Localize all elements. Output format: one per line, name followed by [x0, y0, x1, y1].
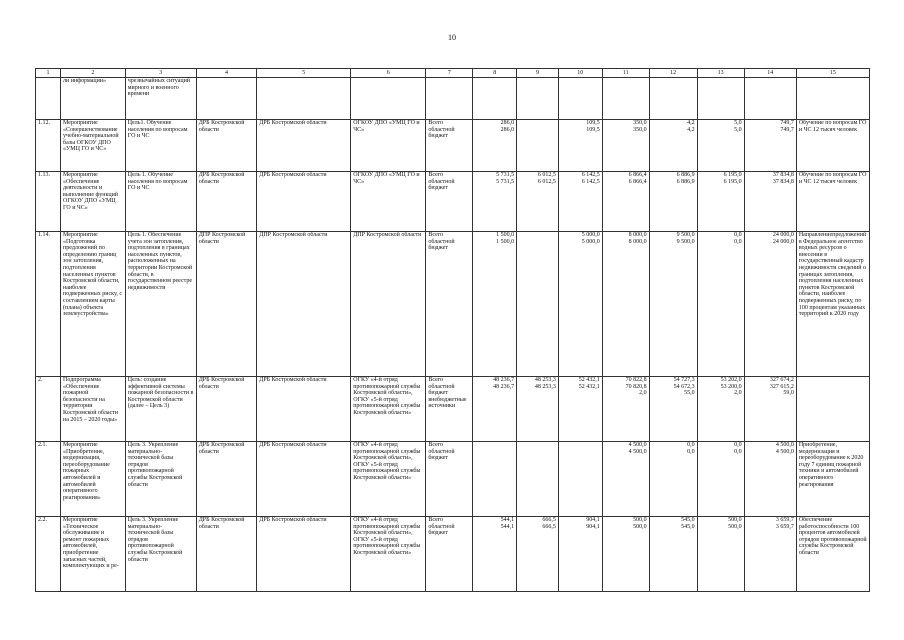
amount-cell-v11-value: 70 822,8: [625, 377, 647, 383]
row-number-cell: 1.14.: [36, 232, 61, 377]
funding-source-cell-value: внебюджетные источники: [428, 396, 467, 410]
row-number-cell: 1.12.: [36, 120, 61, 172]
header-cell: 4: [196, 69, 257, 78]
co-executor-cell: ОГКУ «4-й отряд противопожарной службы Костромской области», ОГКУ «5-й отряд противопожарной службы Костромской области»: [351, 442, 426, 517]
amount-cell-v12-value: 54 727,3: [673, 377, 695, 383]
amount-cell-v11-value: 4 500,0: [628, 442, 647, 448]
amount-cell-v8: [473, 232, 517, 377]
amount-cell-v9-value: 666,5: [542, 523, 556, 530]
header-cell: 1: [36, 69, 61, 78]
page-number: 10: [448, 33, 456, 42]
funding-source-cell-value: Всего: [428, 120, 444, 126]
amount-cell-v13: [697, 78, 744, 120]
funding-source-cell-value: Всего: [428, 442, 444, 448]
goal-cell: Цель: создание эффективной системы пожарной безопасности в Костромской области (далее – Цель 3): [125, 377, 196, 442]
amount-cell-v12-value: 6 886,9: [676, 178, 695, 185]
co-executor-cell: ОГКУ «4-й отряд противопожарной службы Костромской области», ОГКУ «5-й отряд противопожарной службы Костромской области»: [351, 517, 426, 592]
funding-source-cell: [426, 517, 473, 592]
program-table: [35, 68, 870, 592]
executor-cell: [257, 78, 351, 120]
funding-source-cell-value: областной бюджет: [428, 238, 455, 252]
amount-cell-v8: [473, 172, 517, 232]
amount-cell-v13-value: 2,0: [734, 390, 742, 397]
amount-cell-v13-value: 5,0: [734, 126, 742, 133]
amount-cell-v12: [649, 78, 697, 120]
amount-cell-v14-value: 327 615,2: [769, 383, 794, 390]
amount-cell-v14-value: 4 500,0: [775, 442, 794, 448]
expected-result-cell: Обучение по вопросам ГО и ЧС 12 тысяч человек: [796, 172, 869, 232]
amount-cell-v10: [558, 120, 602, 172]
table-row: [36, 172, 870, 232]
amount-cell-v14-value: 749,7: [780, 120, 794, 126]
header-cell: 15: [796, 69, 869, 78]
amount-cell-v14: [744, 442, 796, 517]
header-cell: 12: [649, 69, 697, 78]
amount-cell-v14-value: 37 834,8: [772, 178, 794, 185]
amount-cell-v10-value: 109,5: [586, 126, 600, 133]
amount-cell-v11: [602, 517, 649, 592]
amount-cell-v10: [558, 377, 602, 442]
amount-cell-v8: [473, 377, 517, 442]
funding-source-cell-value: Всего: [428, 377, 444, 383]
amount-cell-v14-value: 3 659,7: [775, 523, 794, 530]
expected-result-cell: Обеспечение работоспособности 100 процентов автомобилей отрядов противопожарной службы Костромской области: [796, 517, 869, 592]
funding-source-cell-value: областной бюджет: [428, 178, 455, 192]
amount-cell-v14-value: 327 674,2: [769, 377, 794, 383]
row-number-cell: 2.1.: [36, 442, 61, 517]
amount-cell-v12: [649, 232, 697, 377]
amount-cell-v13-value: 0,0: [734, 442, 742, 448]
executor-cell: ДРБ Костромской области: [257, 172, 351, 232]
amount-cell-v8-value: 286,0: [500, 120, 515, 126]
expected-result-cell: Обучение по вопросам ГО и ЧС 12 тысяч человек: [796, 120, 869, 172]
amount-cell-v10-value: 5 000,0: [581, 232, 600, 238]
amount-cell-v14-value: 37 834,8: [772, 172, 794, 178]
executor-cell: ДРБ Костромской области: [257, 377, 351, 442]
amount-cell-v10-value: 52 432,1: [578, 377, 600, 383]
amount-cell-v14: [744, 232, 796, 377]
amount-cell-v8: [473, 442, 517, 517]
amount-cell-v9: [517, 172, 559, 232]
amount-cell-v11-value: 500,0: [633, 517, 647, 523]
co-executor-cell: ОГКУ «4-й отряд противопожарной службы Костромской области», ОГКУ «5-й отряд противопожарной службы Костромской области»: [351, 377, 426, 442]
funding-source-cell-value: областной бюджет: [428, 126, 455, 140]
goal-cell: Цель 3. Укрепление материально-технической базы отрядов противопожарной службы Костромской области: [125, 517, 196, 592]
goal-cell: Цель1. Обучение населения по вопросам ГО и ЧС: [125, 120, 196, 172]
amount-cell-v11-value: 6 866,4: [628, 172, 647, 178]
goal-cell: Цель 1. Обучение населения по вопросам ГО и ЧС: [125, 172, 196, 232]
co-executor-cell: [351, 78, 426, 120]
amount-cell-v12-value: 9 500,0: [676, 238, 695, 245]
amount-cell-v8-value: 1 500,0: [496, 238, 515, 245]
header-cell: 11: [602, 69, 649, 78]
amount-cell-v14-value: 24 000,0: [772, 232, 794, 238]
amount-cell-v8: [473, 120, 517, 172]
coordinator-cell: ДРБ Костромской области: [196, 377, 257, 442]
measure-name-cell: Мероприятие «Приобретение, модернизация, переоборудование пожарных автомобилей и автомобилей оперативного реагирования»: [61, 442, 126, 517]
amount-cell-v13-value: 5,0: [734, 120, 742, 126]
amount-cell-v12-value: 55,0: [684, 390, 695, 397]
executor-cell: ДРБ Костромской области: [257, 442, 351, 517]
amount-cell-v13-value: 0,0: [734, 238, 742, 245]
amount-cell-v12-value: 6 886,9: [676, 172, 695, 178]
amount-cell-v8-value: 544,1: [500, 517, 515, 523]
amount-cell-v14: [744, 377, 796, 442]
funding-source-cell: [426, 377, 473, 442]
amount-cell-v11: [602, 232, 649, 377]
amount-cell-v10: [558, 232, 602, 377]
column-number-row: [36, 69, 870, 78]
funding-source-cell-value: Всего: [428, 517, 444, 523]
amount-cell-v13-value: 500,0: [728, 523, 742, 530]
amount-cell-v13: [697, 120, 744, 172]
amount-cell-v9-value: 48 253,3: [534, 377, 556, 383]
header-cell: 10: [558, 69, 602, 78]
table-row: [36, 232, 870, 377]
amount-cell-v12: [649, 377, 697, 442]
measure-name-cell: Мероприятие «Совершенствование учебно-материальной базы ОГКОУ ДПО «УМЦ ГО и ЧС»: [61, 120, 126, 172]
amount-cell-v11: [602, 120, 649, 172]
amount-cell-v9: [517, 120, 559, 172]
amount-cell-v12-value: 4,2: [687, 120, 695, 126]
goal-cell: чрезвычайных ситуаций мирного и военного времени: [125, 78, 196, 120]
amount-cell-v11-value: 350,0: [633, 120, 647, 126]
executor-cell: ДРБ Костромской области: [257, 120, 351, 172]
amount-cell-v11-value: 2,0: [639, 390, 647, 397]
executor-cell: ДРБ Костромской области: [257, 517, 351, 592]
amount-cell-v9: [517, 517, 559, 592]
coordinator-cell: ДРБ Костромской области: [196, 442, 257, 517]
funding-source-cell-value: Всего: [428, 232, 444, 238]
coordinator-cell: [196, 78, 257, 120]
header-cell: 6: [351, 69, 426, 78]
amount-cell-v13: [697, 442, 744, 517]
amount-cell-v8-value: 5 731,5: [496, 178, 515, 185]
amount-cell-v10-value: 904,1: [586, 517, 600, 523]
funding-source-cell-value: областной бюджет: [428, 383, 455, 397]
funding-source-cell: [426, 232, 473, 377]
amount-cell-v11: [602, 442, 649, 517]
amount-cell-v8-value: 48 236,7: [493, 377, 515, 383]
amount-cell-v13-value: 500,0: [728, 517, 742, 523]
amount-cell-v8-value: 1 500,0: [496, 232, 515, 238]
amount-cell-v13: [697, 517, 744, 592]
co-executor-cell: ОГКОУ ДПО «УМЦ ГО и ЧС»: [351, 120, 426, 172]
coordinator-cell: ДПР Костромской области: [196, 232, 257, 377]
funding-source-cell-value: областной бюджет: [428, 448, 455, 462]
amount-cell-v12-value: 0,0: [687, 442, 695, 448]
amount-cell-v11-value: 8 000,0: [628, 238, 647, 245]
amount-cell-v11: [602, 377, 649, 442]
amount-cell-v12-value: 0,0: [687, 448, 695, 455]
amount-cell-v13-value: 6 195,0: [723, 172, 742, 178]
amount-cell-v11-value: 500,0: [633, 523, 647, 530]
funding-source-cell-value: Всего: [428, 172, 444, 178]
amount-cell-v12: [649, 442, 697, 517]
amount-cell-v8-value: 544,1: [500, 523, 515, 530]
amount-cell-v8-value: 286,0: [500, 126, 515, 133]
amount-cell-v11-value: 8 000,0: [628, 232, 647, 238]
amount-cell-v9: [517, 78, 559, 120]
funding-source-cell-value: областной бюджет: [428, 523, 455, 537]
row-number-cell: 2.: [36, 377, 61, 442]
row-number-cell: 2.2.: [36, 517, 61, 592]
header-cell: 9: [517, 69, 559, 78]
amount-cell-v12-value: 9 500,0: [676, 232, 695, 238]
header-cell: 13: [697, 69, 744, 78]
table-row: [36, 517, 870, 592]
table-row: [36, 78, 870, 120]
expected-result-cell: Направлениепредложений в Федеральное агентство водных ресурсов о внесении в государственный кадастр недвижимости сведений о границах затопления, подтопления населенных пунктов Костромской области, наиболее подверженных риску, по 100 процентам указанных территорий к 2020 году: [796, 232, 869, 377]
amount-cell-v12-value: 545,0: [681, 517, 695, 523]
expected-result-cell: [796, 377, 869, 442]
amount-cell-v10: [558, 442, 602, 517]
amount-cell-v13: [697, 172, 744, 232]
amount-cell-v13-value: 0,0: [734, 448, 742, 455]
coordinator-cell: ДРБ Костромской области: [196, 172, 257, 232]
measure-name-cell: ли информации»: [61, 78, 126, 120]
amount-cell-v10-value: 52 432,1: [578, 383, 600, 390]
amount-cell-v9-value: 6 012,5: [537, 178, 556, 185]
amount-cell-v9-value: 666,5: [542, 517, 556, 523]
goal-cell: Цель 1. Обеспечение учета зон затопления, подтопления в границах населенных пунктов, расположенных на территории Костромской области, в государственном реестре недвижимости: [125, 232, 196, 377]
amount-cell-v13: [697, 377, 744, 442]
amount-cell-v11-value: 6 866,4: [628, 178, 647, 185]
funding-source-cell: [426, 442, 473, 517]
amount-cell-v13-value: 53 200,0: [720, 383, 742, 390]
amount-cell-v14: [744, 172, 796, 232]
row-number-cell: 1.13.: [36, 172, 61, 232]
amount-cell-v11: [602, 78, 649, 120]
amount-cell-v10-value: 6 142,5: [581, 178, 600, 185]
amount-cell-v14: [744, 120, 796, 172]
amount-cell-v13-value: 53 202,0: [720, 377, 742, 383]
amount-cell-v12-value: 4,2: [687, 126, 695, 133]
header-cell: 8: [473, 69, 517, 78]
amount-cell-v10-value: 109,5: [586, 120, 600, 126]
expected-result-cell: Приобретение, модернизация и переоборудование к 2020 году 7 единиц пожарной техники и автомобилей оперативного реагирования: [796, 442, 869, 517]
amount-cell-v11-value: 70 820,8: [625, 383, 647, 390]
measure-name-cell: Мероприятие «Подготовка предложений по определению границ зон затопления, подтопления населенных пунктов Костромской области, наиболее подверженных риску, с составлением карты (плана) объекта землеустройства»: [61, 232, 126, 377]
amount-cell-v10: [558, 172, 602, 232]
row-number-cell: [36, 78, 61, 120]
funding-source-cell: [426, 172, 473, 232]
amount-cell-v14: [744, 517, 796, 592]
expected-result-cell: [796, 78, 869, 120]
amount-cell-v8: [473, 78, 517, 120]
co-executor-cell: ДПР Костромской области: [351, 232, 426, 377]
amount-cell-v9: [517, 232, 559, 377]
amount-cell-v8-value: 48 236,7: [493, 383, 515, 390]
amount-cell-v14-value: 4 500,0: [775, 448, 794, 455]
goal-cell: Цель 3. Укрепление материально-технической базы отрядов противопожарной службы Костромской области: [125, 442, 196, 517]
amount-cell-v10: [558, 78, 602, 120]
amount-cell-v14-value: 749,7: [780, 126, 794, 133]
header-cell: 14: [744, 69, 796, 78]
amount-cell-v10: [558, 517, 602, 592]
table-row: [36, 377, 870, 442]
coordinator-cell: ДРБ Костромской области: [196, 120, 257, 172]
amount-cell-v10-value: 904,1: [586, 523, 600, 530]
amount-cell-v12: [649, 120, 697, 172]
header-cell: 5: [257, 69, 351, 78]
amount-cell-v11: [602, 172, 649, 232]
amount-cell-v9: [517, 377, 559, 442]
amount-cell-v13: [697, 232, 744, 377]
coordinator-cell: ДРБ Костромской области: [196, 517, 257, 592]
amount-cell-v10-value: 5 000,0: [581, 238, 600, 245]
amount-cell-v9-value: 6 012,5: [537, 172, 556, 178]
measure-name-cell: Мероприятие «Техническое обслуживание и ремонт пожарных автомобилей, приобретение запасных частей, комплектующих и ре-: [61, 517, 126, 592]
measure-name-cell: Подпрограмма «Обеспечение пожарной безопасности на территории Костромской области на 2015 – 2020 годы»: [61, 377, 126, 442]
amount-cell-v12-value: 54 672,3: [673, 383, 695, 390]
amount-cell-v9: [517, 442, 559, 517]
table-row: [36, 442, 870, 517]
amount-cell-v10-value: 6 142,5: [581, 172, 600, 178]
table-row: [36, 120, 870, 172]
amount-cell-v12-value: 545,0: [681, 523, 695, 530]
executor-cell: ДПР Костромской области: [257, 232, 351, 377]
amount-cell-v8-value: 5 731,5: [496, 172, 515, 178]
measure-name-cell: Мероприятие «Обеспечение деятельности и выполнение функций ОГКОУ ДПО «УМЦ ГО и ЧС»: [61, 172, 126, 232]
amount-cell-v13-value: 6 195,0: [723, 178, 742, 185]
amount-cell-v14: [744, 78, 796, 120]
amount-cell-v14-value: 3 659,7: [775, 517, 794, 523]
amount-cell-v11-value: 350,0: [633, 126, 647, 133]
header-cell: 2: [61, 69, 126, 78]
header-cell: 3: [125, 69, 196, 78]
amount-cell-v8: [473, 517, 517, 592]
header-cell: 7: [426, 69, 473, 78]
amount-cell-v11-value: 4 500,0: [628, 448, 647, 455]
amount-cell-v12: [649, 172, 697, 232]
amount-cell-v14-value: 24 000,0: [772, 238, 794, 245]
funding-source-cell: [426, 120, 473, 172]
amount-cell-v9-value: 48 253,3: [534, 383, 556, 390]
funding-source-cell: [426, 78, 473, 120]
amount-cell-v13-value: 0,0: [734, 232, 742, 238]
co-executor-cell: ОГКОУ ДПО «УМЦ ГО и ЧС»: [351, 172, 426, 232]
amount-cell-v12: [649, 517, 697, 592]
amount-cell-v14-value: 59,0: [783, 390, 794, 397]
